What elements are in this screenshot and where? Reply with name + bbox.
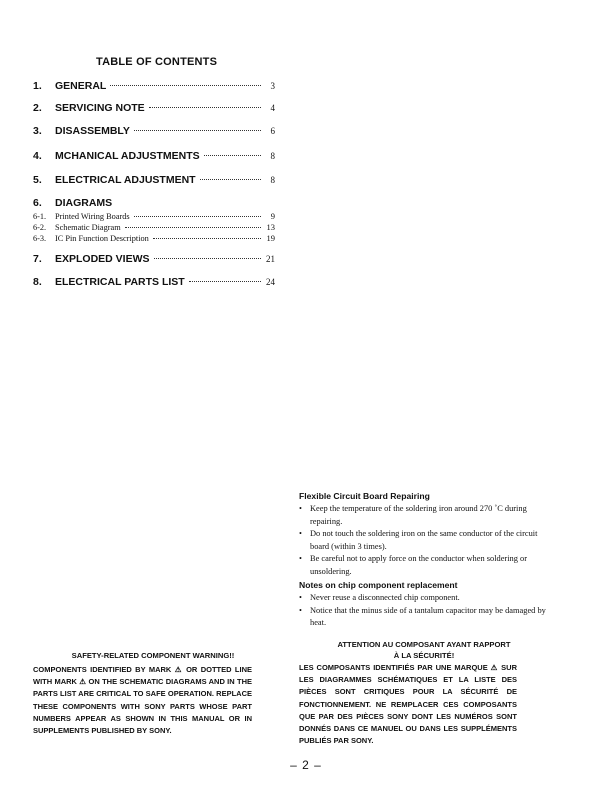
list-item: • Notice that the minus side of a tantalum capacitor may be damaged by heat. — [299, 605, 549, 630]
toc-sub-label: Printed Wiring Boards — [55, 212, 130, 221]
toc-leader — [134, 216, 261, 217]
toc-subentry-ic-pin-function[interactable] — [33, 233, 275, 244]
toc-number: 2. — [33, 102, 42, 114]
toc-entry-disassembly[interactable] — [33, 125, 275, 139]
toc-label: EXPLODED VIEWS — [55, 253, 150, 265]
list-item: • Be careful not to apply force on the conductor when soldering or unsoldering. — [299, 553, 549, 578]
toc-number: 7. — [33, 253, 42, 265]
toc-subentry-schematic-diagram[interactable] — [33, 222, 275, 233]
chip-list — [299, 592, 549, 630]
flex-heading: Flexible Circuit Board Repairing — [299, 491, 430, 501]
flex-list — [299, 503, 549, 578]
toc-number: 3. — [33, 125, 42, 137]
toc-page: 4 — [270, 103, 275, 113]
toc-number: 8. — [33, 276, 42, 288]
toc-leader — [110, 85, 261, 86]
toc-entry-diagrams[interactable] — [33, 197, 275, 211]
toc-label: DISASSEMBLY — [55, 125, 130, 137]
toc-title: TABLE OF CONTENTS — [96, 56, 218, 68]
attention-title-line1: ATTENTION AU COMPOSANT AYANT RAPPORT — [337, 640, 511, 649]
toc-subentry-printed-wiring-boards[interactable] — [33, 211, 275, 222]
toc-entry-electrical-adjustment[interactable] — [33, 174, 275, 188]
safety-warning-title: SAFETY-RELATED COMPONENT WARNING!! — [71, 651, 235, 660]
toc-entry-servicing-note[interactable] — [33, 102, 275, 116]
toc-sub-page: 9 — [270, 211, 275, 221]
toc-sub-page: 19 — [266, 233, 275, 243]
toc-page: 21 — [266, 254, 275, 264]
toc-page: 3 — [270, 81, 275, 91]
toc-label: ELECTRICAL ADJUSTMENT — [55, 174, 196, 186]
toc-sub-number: 6-1. — [33, 212, 47, 221]
toc-leader — [200, 179, 261, 180]
toc-sub-label: Schematic Diagram — [55, 223, 121, 232]
toc-sub-page: 13 — [266, 222, 275, 232]
toc-number: 6. — [33, 197, 42, 209]
attention-title — [299, 639, 549, 661]
toc-entry-electrical-parts-list[interactable] — [33, 276, 275, 290]
toc-label: ELECTRICAL PARTS LIST — [55, 276, 185, 288]
toc-sub-label: IC Pin Function Description — [55, 234, 149, 243]
list-item: • Never reuse a disconnected chip component. — [299, 592, 549, 605]
toc-sub-number: 6-3. — [33, 234, 47, 243]
toc-leader — [134, 130, 261, 131]
toc-leader — [153, 238, 261, 239]
toc-number: 1. — [33, 80, 42, 92]
toc-label: GENERAL — [55, 80, 107, 92]
list-item: • Keep the temperature of the soldering iron around 270 ˚C during repairing. — [299, 503, 549, 528]
toc-leader — [154, 258, 261, 259]
toc-page: 24 — [266, 277, 275, 287]
toc-entry-mechanical-adjustments[interactable] — [33, 150, 275, 164]
toc-number: 5. — [33, 174, 42, 186]
page-number: – 2 – — [290, 758, 322, 772]
attention-title-line2: À LA SÉCURITÉ! — [393, 651, 455, 660]
chip-heading: Notes on chip component replacement — [299, 580, 458, 590]
attention-body: LES COMPOSANTS IDENTIFIÉS PAR UNE MARQUE ⚠ SUR LES DIAGRAMMES SCHÉMATIQUES ET LA LISTE DES PIÈCES SONT CRITIQUES POUR LA SÉCURITÉ DE FONCTIONNEMENT. NE REMPLACER CES COMPOSANTS QUE PAR DES PIÈCES SONY DONT LES NUMÉROS SONT DONNÉS DANS CE MANUEL OU DANS LES SUPPLÉMENTS PUBLIÉS PAR SONY. — [299, 663, 517, 746]
toc-page: 8 — [270, 175, 275, 185]
toc-page: 6 — [270, 126, 275, 136]
toc-number: 4. — [33, 150, 42, 162]
toc-label: DIAGRAMS — [55, 197, 113, 209]
toc-entry-general[interactable] — [33, 80, 275, 94]
toc-sub-number: 6-2. — [33, 223, 47, 232]
toc-entry-exploded-views[interactable] — [33, 253, 275, 267]
safety-warning-body: COMPONENTS IDENTIFIED BY MARK ⚠ OR DOTTED LINE WITH MARK ⚠ ON THE SCHEMATIC DIAGRAMS AND IN THE PARTS LIST ARE CRITICAL TO SAFE OPERATION. REPLACE THESE COMPONENTS WITH SONY PARTS WHOSE PART NUMBERS APPEAR AS SHOWN IN THIS MANUAL OR IN SUPPLEMENTS PUBLISHED BY SONY. — [33, 665, 252, 736]
toc-label: SERVICING NOTE — [55, 102, 145, 114]
toc-leader — [125, 227, 261, 228]
toc-page: 8 — [270, 151, 275, 161]
list-item: • Do not touch the soldering iron on the same conductor of the circuit board (within 3 times). — [299, 528, 549, 553]
toc-label: MCHANICAL ADJUSTMENTS — [55, 150, 200, 162]
toc-leader — [189, 281, 261, 282]
toc-leader — [149, 107, 261, 108]
toc-leader — [204, 155, 261, 156]
